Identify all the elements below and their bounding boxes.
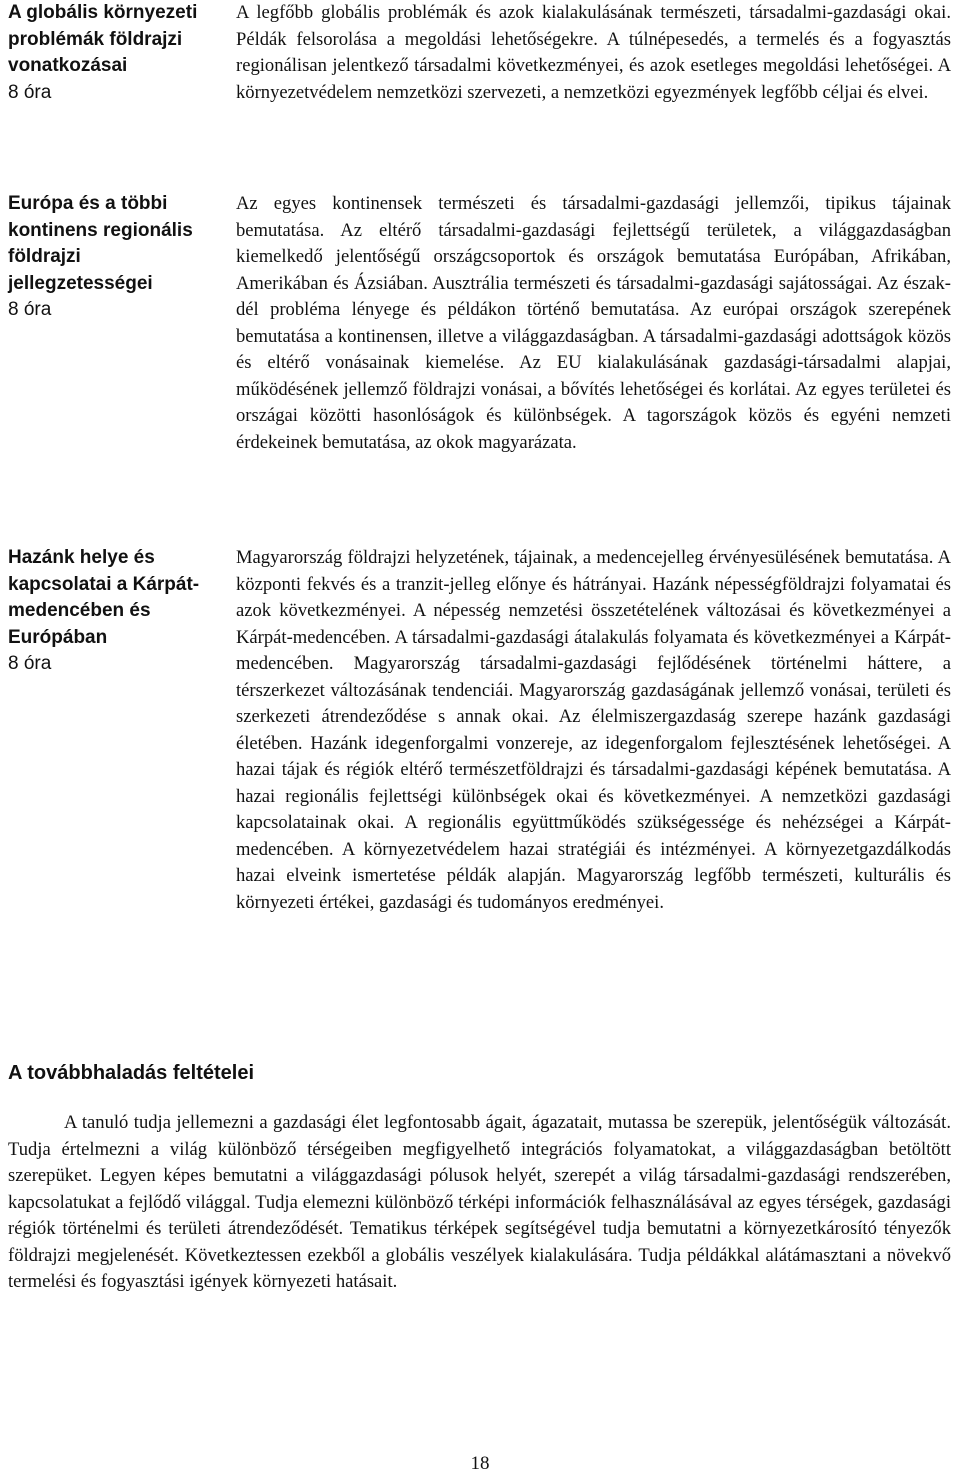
topic-row-continents bbox=[0, 191, 960, 453]
topic-content: A legfőbb globális problémák és azok kialakulásának természeti, társadalmi-gazdasági okai. Példák felsorolása a megoldási lehetőségekre. A túlnépesedés, a termelés és a fogyasztás regionálisan jelentkező társadalmi következményei, és azok esetleges megoldási lehetőségei. A környezetvédelem nemzetközi szervezeti, a nemzetközi egyezmények legfőbb céljai és elvei. bbox=[236, 2, 951, 103]
topic-hours: 8 óra bbox=[8, 81, 52, 103]
topic-heading-cell bbox=[0, 191, 228, 324]
topic-heading-cell bbox=[0, 545, 228, 678]
topic-content: Az egyes kontinensek természeti és társadalmi-gazdasági jellemzői, tipikus tájainak bemutatása. Az eltérő társadalmi-gazdasági fejlettségű területek, a világgazdaságban kiemelkedő jelentőségű országcsoportok és országok bemutatása Európában, Afrikában, Amerikában és Ázsiában. Ausztrália természeti és társadalmi-gazdasági sajátosságai. Az észak-dél probléma lényege és példákon történő bemutatása. Az európai országok szerepének bemutatása a kontinensen, illetve a világgazdaságban. A társadalmi-gazdasági adottságok közös és eltérő vonásainak kiemelése. Az EU kialakulásának gazdasági-társadalmi alapjai, működésének jellemző földrajzi vonásai, a bővítés lehetőségei és korlátai. Az egyes területei és országai közötti hasonlóságok és különbségek. A tagországok közös és egyéni nemzeti érdekeinek bemutatása, az okok magyarázata. bbox=[236, 193, 951, 453]
page-number: 18 bbox=[470, 1453, 490, 1474]
topic-content: Magyarország földrajzi helyzetének, tájainak, a medencejelleg érvényesülésének bemutatása. A központi fekvés és a tranzit-jelleg előnye és hátrányai. Hazánk népességföldrajzi folyamatai és azok következményei. A népesség nemzetési összetételének változásai és következményei a Kárpát-medencében. A társadalmi-gazdasági átalakulás folyamata és következményei a Kárpát-medencében. Magyarország társadalmi-gazdasági fejlődésének történelmi háttere, a térszerkezet változásának tendenciái. Magyarország gazdaságának jellemző vonásai, területi és szerkezeti átrendeződése s annak okai. Az élelmiszergazdaság szerepe hazánk gazdasági életében. Hazánk idegenforgalmi vonzereje, az idegenforgalom fejlesztésének lehetőségei. A hazai tájak és régiók eltérő természetföldrajzi és társadalmi-gazdasági képének bemutatása. A hazai regionális fejlettségi különbségek okai és következményei. A nemzetközi gazdasági kapcsolatainak okai. A regionális együttműködés szükségessége és nehézségei a Kárpát-medencében. A környezetvédelem hazai stratégiái és intézményei. A környezetgazdálkodás hazai elveink ismertetése példák alapján. Magyarország legfőbb természeti, kulturális és környezeti értékei, gazdasági és tudományos eredményei. bbox=[236, 547, 951, 913]
topic-row-global-problems bbox=[0, 0, 960, 106]
conditions-heading: A továbbhaladás feltételei bbox=[8, 1062, 254, 1084]
topic-row-hungary bbox=[0, 545, 960, 913]
conditions-text: A tanuló tudja jellemezni a gazdasági élet legfontosabb ágait, ágazatait, mutassa be szerepük, jelentőségük változását. Tudja értelmezni a világ különböző térségeiben megfigyelhető integrációs folyamatokat, a világgazdaságban betöltött szerepüket. Legyen képes bemutatni a világgazdasági pólusok helyét, szerepét a világ társadalmi-gazdasági rendszerében, kapcsolatukat a fejlődő világgal. Tudja elemezni különböző térképi információk felhasználásával az egyes térségek, gazdasági régiók történelmi és területi átrendeződését. Tematikus térképek segítségével tudja bemutatni a környezetkárosító tényezők földrajzi megjelenését. Következtessen ezekből a globális veszélyek kialakulására. Tudja példákkal alátámasztani a növekvő termelési és fogyasztási igények környezeti hatásait. bbox=[8, 1112, 951, 1292]
topic-title: Hazánk helye és kapcsolatai a Kárpát-medencében és Európában bbox=[8, 547, 200, 648]
topic-hours: 8 óra bbox=[8, 653, 52, 674]
topic-heading-cell bbox=[0, 0, 228, 106]
topic-hours: 8 óra bbox=[8, 299, 52, 320]
topic-title: A globális környezeti problémák földrajzi vonatkozásai bbox=[8, 2, 198, 76]
topic-title: Európa és a többi kontinens regionális földrajzi jellegzetességei bbox=[8, 193, 193, 294]
